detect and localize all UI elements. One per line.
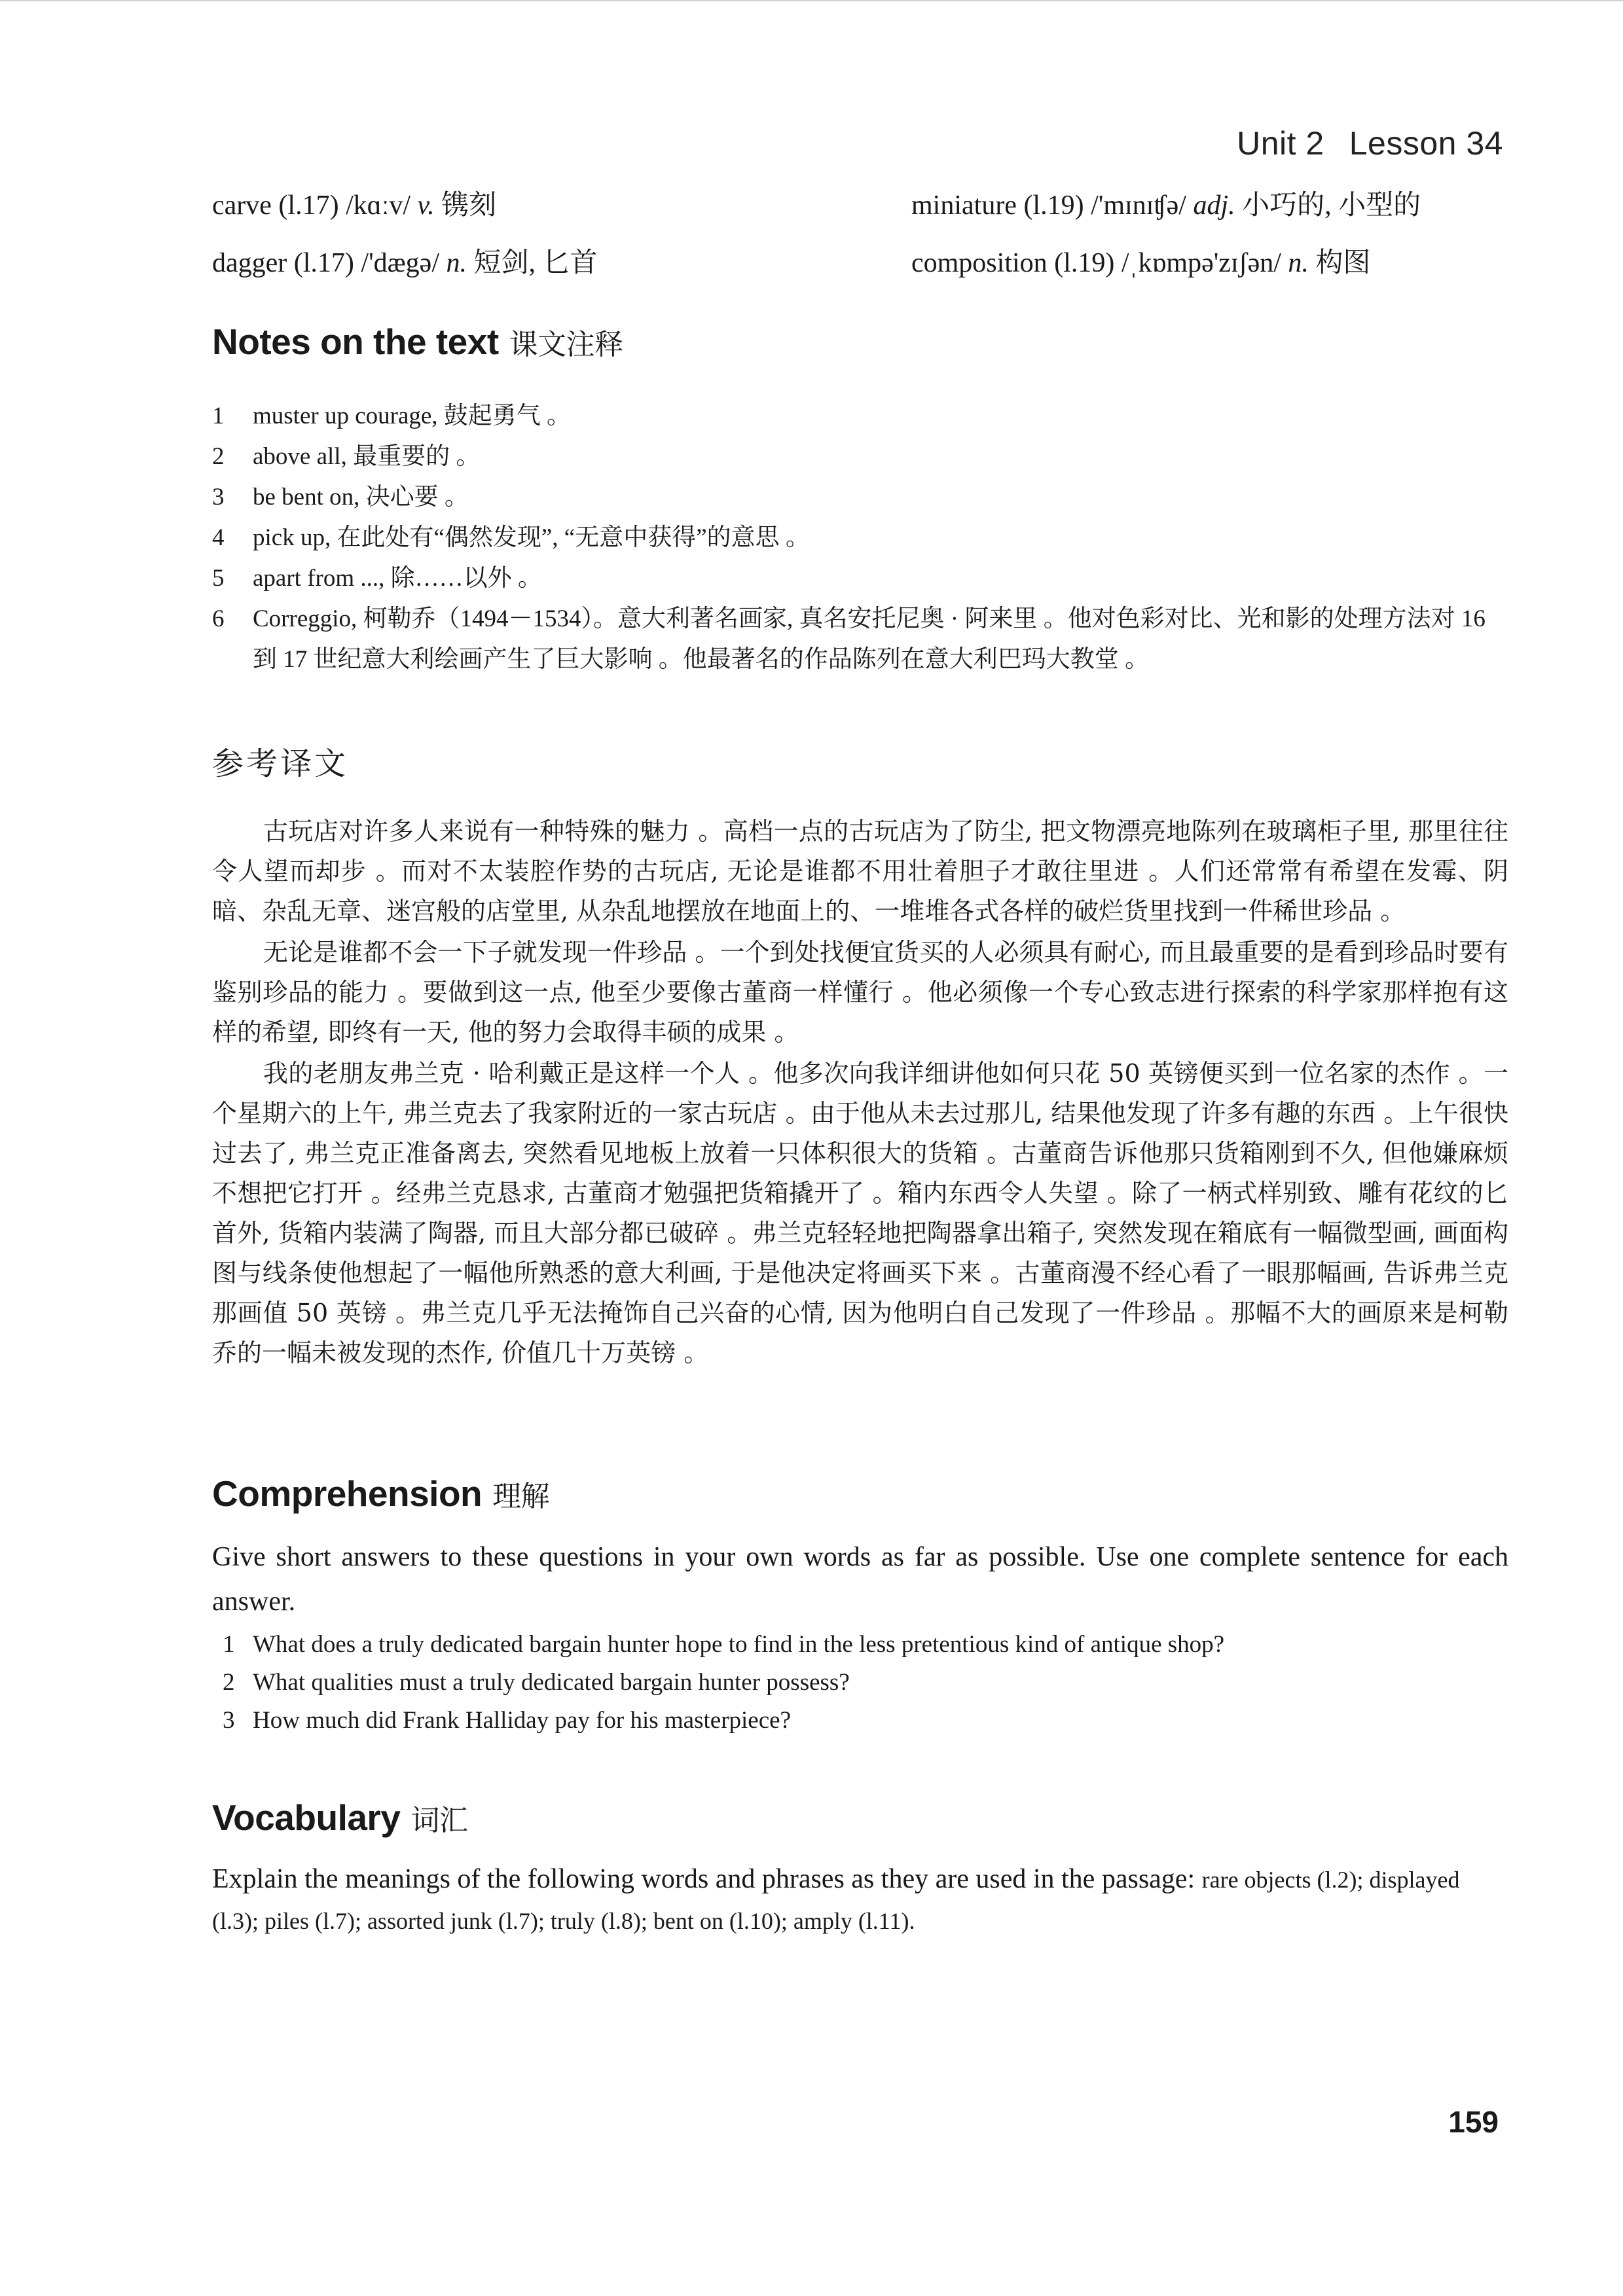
note-item: 3 be bent on, 决心要 。 [212,484,469,511]
vocabulary-terms: rare objects (l.2); displayed (l.3); piles (l.7); assorted junk (l.7); truly (l.8); bent on (l.10); amply (l.11). [212,1867,1460,1934]
note-item: 6 Correggio, 柯勒乔（1494－1534）。意大利著名画家, 真名安托尼奥 · 阿来里 。他对色彩对比、光和影的处理方法对 16 到 17 世纪意大利绘画产生了巨大影响 。他最著名的作品陈列在意大利巴玛大教堂 。 [212,605,1486,673]
vocab-entry: miniature (l.19) /'mɪnɪʧə/ adj. 小巧的, 小型的 [911,190,1421,221]
vocab-entry: carve (l.17) /kɑːv/ v. 镌刻 [212,190,497,221]
vocab-list-left [212,177,598,292]
comprehension-heading: Comprehension 理解 [212,1473,550,1514]
page-number: 159 [1448,2105,1499,2139]
comprehension-questions [212,1626,1508,1740]
vocabulary-instructions: Explain the meanings of the following words and phrases as they are used in the passage: rare objects (l.2); displayed (l.3); piles (l.7); assorted junk (l.7); truly (l.8); bent on (l.10); amply (l.11). [212,1864,1460,1934]
note-item: 5 apart from ..., 除……以外 。 [212,565,542,592]
translation-heading: 参考译文 [212,745,349,782]
translation-text [212,812,1508,1374]
question-item: 2 What qualities must a truly dedicated bargain hunter possess? [223,1669,850,1696]
lesson-label: Lesson 34 [1349,125,1503,162]
notes-list [212,396,1508,680]
notes-heading: Notes on the text 课文注释 [212,321,623,362]
note-item: 4 pick up, 在此处有“偶然发现”, “无意中获得”的意思 。 [212,524,810,551]
vocab-list-right [911,177,1421,292]
translation-paragraph: 古玩店对许多人来说有一种特殊的魅力 。高档一点的古玩店为了防尘, 把文物漂亮地陈列在玻璃柜子里, 那里往往令人望而却步 。而对不太装腔作势的古玩店, 无论是谁都不用壮着胆子才敢往里进 。人们还常常有希望在发霉、阴暗、杂乱无章、迷宫般的店堂里, 从杂乱地摆放在地面上的、一堆堆各式各样的破烂货里找到一件稀世珍品 。 [212,817,1508,925]
scan-edge-line [0,0,1623,1]
vocab-entry: composition (l.19) /ˌkɒmpə'zɪʃən/ n. 构图 [911,248,1371,278]
comprehension-instructions: Give short answers to these questions in your own words as far as possible. Use one complete sentence for each answer. [212,1542,1508,1617]
note-item: 1 muster up courage, 鼓起勇气 。 [212,403,572,429]
translation-paragraph: 无论是谁都不会一下子就发现一件珍品 。一个到处找便宜货买的人必须具有耐心, 而且最重要的是看到珍品时要有鉴别珍品的能力 。要做到这一点, 他至少要像古董商一样懂行 。他必须像一个专心致志进行探索的科学家那样抱有这样的希望, 即终有一天, 他的努力会取得丰硕的成果 。 [212,938,1508,1047]
question-item: 1 What does a truly dedicated bargain hunter hope to find in the less pretentious kind of antique shop? [223,1631,1225,1658]
page-header [1237,124,1503,162]
translation-paragraph: 我的老朋友弗兰克 · 哈利戴正是这样一个人 。他多次向我详细讲他如何只花 50 英镑便买到一位名家的杰作 。一个星期六的上午, 弗兰克去了我家附近的一家古玩店 。由于他从未去过那儿, 结果他发现了许多有趣的东西 。上午很快过去了, 弗兰克正准备离去, 突然看见地板上放着一只体积很大的货箱 。古董商告诉他那只货箱刚到不久, 但他嫌麻烦不想把它打开 。经弗兰克恳求, 古董商才勉强把货箱撬开了 。箱内东西令人失望 。除了一柄式样别致、雕有花纹的匕首外, 货箱内装满了陶器, 而且大部分都已破碎 。弗兰克轻轻地把陶器拿出箱子, 突然发现在箱底有一幅微型画, 画面构图与线条使他想起了一幅他所熟悉的意大利画, 于是他决定将画买下来 。古董商漫不经心看了一眼那幅画, 告诉弗兰克那画值 50 英镑 。弗兰克几乎无法掩饰自己兴奋的心情, 因为他明白自己发现了一件珍品 。那幅不大的画原来是柯勒乔的一幅未被发现的杰作, 价值几十万英镑 。 [212,1059,1508,1367]
vocab-entry: dagger (l.17) /'dægə/ n. 短剑, 匕首 [212,248,598,278]
unit-label: Unit 2 [1237,125,1324,162]
question-item: 3 How much did Frank Halliday pay for his masterpiece? [223,1707,791,1734]
note-item: 2 above all, 最重要的 。 [212,443,481,470]
vocabulary-heading: Vocabulary 词汇 [212,1797,468,1838]
